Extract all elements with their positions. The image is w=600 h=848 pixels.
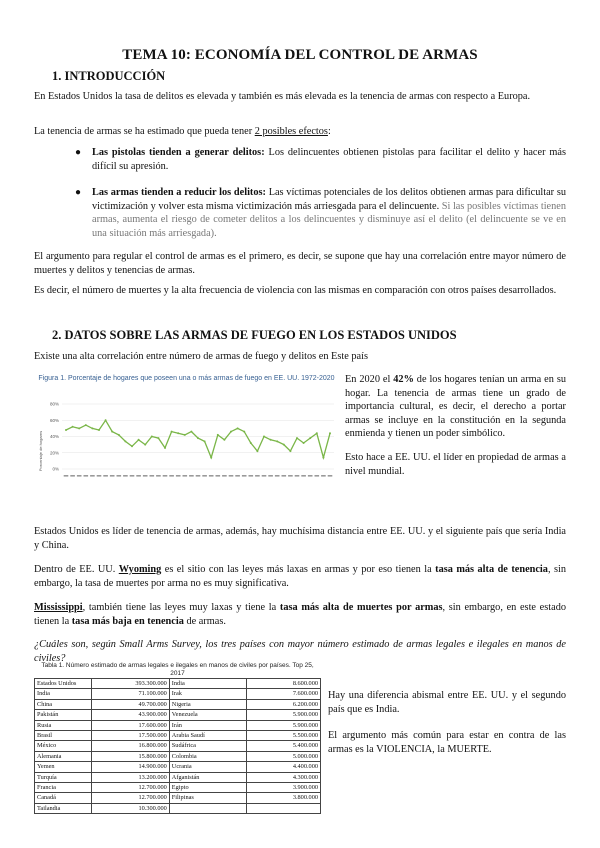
data-point <box>250 442 252 444</box>
data-point <box>309 437 311 439</box>
count-cell: 4.300.000 <box>246 772 320 782</box>
y-tick-label: 80% <box>49 401 59 407</box>
bullet-1-bold: Las pistolas tienden a generar delitos: <box>92 147 265 158</box>
data-point <box>151 436 153 438</box>
data-point <box>157 437 159 439</box>
table-row <box>35 689 321 699</box>
bullet-item-2 <box>75 186 567 240</box>
table-row <box>35 710 321 720</box>
side-paragraph-4: El argumento más común para estar en contra de las armas es la VIOLENCIA, la MUERTE. <box>328 730 566 755</box>
count-cell <box>246 803 320 813</box>
p6-bold: tasa más alta de tenencia <box>435 564 548 575</box>
x-tick-mark <box>282 475 287 477</box>
count-cell: 5.400.000 <box>246 741 320 751</box>
line-chart <box>34 396 339 491</box>
x-tick-mark <box>235 475 240 477</box>
x-tick-mark <box>295 475 300 477</box>
p7-mid2: , sin embargo, en este estado tienen la <box>34 602 566 627</box>
x-tick-mark <box>249 475 254 477</box>
bullet-2-gray: Si las posibles víctimas tienen armas, aumenta el riesgo de cometer delitos a los delincuentes y disminuye así el delito (el delincuente se ve en una situación más arriesgada). <box>92 200 566 239</box>
count-cell: 8.600.000 <box>246 679 320 689</box>
p7-mississippi: Mississippi <box>34 602 83 613</box>
data-point <box>177 432 179 434</box>
section-2-intro: Existe una alta correlación entre número de armas de fuego y delitos en Este país <box>34 351 368 362</box>
p7-bold-2: tasa más baja en tenencia <box>71 615 184 627</box>
country-cell: Rusia <box>35 720 92 730</box>
country-cell: Egipto <box>169 783 246 793</box>
country-cell: Brasil <box>35 731 92 741</box>
side-paragraph-3: Hay una diferencia abismal entre EE. UU. y el segundo país que es India. <box>328 690 566 715</box>
table-row <box>35 772 321 782</box>
table-caption: Tabla 1. Número estimado de armas legales e ilegales en manos de civiles por países. Top 25, 2017 <box>41 662 314 677</box>
intro-paragraph-3: El argumento para regular el control de armas es el primero, es decir, se supone que hay una correlación entre mayor número de muertes y delitos y tenencias de armas. <box>34 251 566 276</box>
data-point <box>118 434 120 436</box>
count-cell: 12.700.000 <box>92 783 170 793</box>
country-cell: Turquía <box>35 772 92 782</box>
intro-paragraph-4: Es decir, el número de muertes y la alta frecuencia de violencia con las mismas en comparación con otros países desarrollados. <box>34 285 557 296</box>
country-cell: Ucrania <box>169 762 246 772</box>
x-tick-mark <box>216 475 221 477</box>
count-cell: 12.700.000 <box>92 793 170 803</box>
x-tick-mark <box>222 475 227 477</box>
data-point <box>184 434 186 436</box>
document-title: TEMA 10: ECONOMÍA DEL CONTROL DE ARMAS <box>122 47 478 63</box>
country-cell: India <box>169 679 246 689</box>
data-point <box>230 431 232 433</box>
count-cell: 16.800.000 <box>92 741 170 751</box>
section-2-paragraph-6 <box>34 563 566 590</box>
country-cell: Afganistán <box>169 772 246 782</box>
data-point <box>98 429 100 431</box>
data-point <box>138 439 140 441</box>
country-cell: Arabia Saudí <box>169 731 246 741</box>
data-point <box>72 426 74 428</box>
table-row <box>35 751 321 761</box>
country-cell: Alemania <box>35 751 92 761</box>
side-1-pre: En 2020 el <box>345 374 394 385</box>
p2-tail: : <box>327 126 331 137</box>
data-point <box>217 434 219 436</box>
p7-post: de armas. <box>183 615 226 627</box>
bullet-2-text: Las víctimas potenciales de los delitos obtienen armas para dificultar su victimización y volver esta misma victimización más arriesgada para el delincuente <box>92 187 567 212</box>
data-point <box>124 440 126 442</box>
data-point <box>91 427 93 429</box>
data-point <box>144 444 146 446</box>
data-point <box>243 431 245 433</box>
country-cell: Tailandia <box>35 803 92 813</box>
count-cell: 4.400.000 <box>246 762 320 772</box>
bullet-2-bold: Las armas tienden a reducir los delitos: <box>92 187 266 198</box>
table-row <box>35 793 321 803</box>
bullet-dot-icon: ● <box>75 187 82 198</box>
y-tick-label: 0% <box>52 466 59 472</box>
x-tick-mark <box>321 475 326 477</box>
data-point <box>263 436 265 438</box>
x-tick-mark <box>123 475 128 477</box>
y-tick-label: 20% <box>49 450 59 456</box>
p6-mid: es el sitio con las leyes más laxas en armas y por eso tienen la <box>161 564 436 575</box>
data-point <box>131 445 133 447</box>
count-cell: 393.300.000 <box>92 679 170 689</box>
gun-ownership-figure <box>34 374 339 491</box>
data-point <box>276 440 278 442</box>
y-tick-label: 40% <box>49 434 59 439</box>
data-point <box>329 432 331 434</box>
bullet-2-dot: . <box>436 200 442 212</box>
x-tick-mark <box>255 475 260 477</box>
x-tick-mark <box>64 475 69 477</box>
country-cell: Irak <box>169 689 246 699</box>
count-cell: 43.900.000 <box>92 710 170 720</box>
country-cell: Colombia <box>169 751 246 761</box>
x-tick-mark <box>169 475 174 477</box>
x-tick-mark <box>328 475 333 477</box>
x-tick-mark <box>176 475 181 477</box>
count-cell: 6.200.000 <box>246 699 320 709</box>
data-point <box>204 440 206 442</box>
countries-table <box>34 678 321 814</box>
x-tick-mark <box>150 475 155 477</box>
count-cell: 10.300.000 <box>92 803 170 813</box>
count-cell: 15.800.000 <box>92 751 170 761</box>
count-cell: 17.500.000 <box>92 731 170 741</box>
x-tick-mark <box>229 475 234 477</box>
country-cell: Estados Unidos <box>35 679 92 689</box>
country-cell: Nigeria <box>169 699 246 709</box>
section-2-paragraph-7 <box>34 601 566 628</box>
data-point <box>171 431 173 433</box>
x-tick-mark <box>189 475 194 477</box>
y-tick-label: 60% <box>49 417 59 423</box>
count-cell: 71.100.000 <box>92 689 170 699</box>
data-point <box>270 439 272 441</box>
x-tick-mark <box>156 475 161 477</box>
count-cell: 49.700.000 <box>92 699 170 709</box>
x-tick-mark <box>110 475 115 477</box>
figure-title: Figura 1. Porcentaje de hogares que poseen una o más armas de fuego en EE. UU. 1972-2020 <box>38 375 335 382</box>
data-point <box>164 447 166 449</box>
section-1-heading: 1. INTRODUCCIÓN <box>52 69 166 83</box>
x-tick-mark <box>202 475 207 477</box>
side-1-post: de los hogares tenían un arma en su hogar. La tenencia de armas tiene un grado de importancia cultural, es decir, el derecho a portar armas se incluye en la constitución en la segunda enmienda y tienen un poder simbólico. <box>345 374 566 440</box>
country-cell: India <box>35 689 92 699</box>
p6-pre: Dentro de EE. UU. <box>34 564 119 575</box>
count-cell: 5.000.000 <box>246 751 320 761</box>
count-cell: 5.500.000 <box>246 731 320 741</box>
p2-text: La tenencia de armas se ha estimado que pueda tener <box>34 126 255 137</box>
bullet-dot-icon: ● <box>75 147 82 158</box>
count-cell: 5.900.000 <box>246 710 320 720</box>
data-point <box>223 439 225 441</box>
data-point <box>322 457 324 459</box>
side-1-bold: 42% <box>393 374 414 385</box>
x-tick-mark <box>103 475 108 477</box>
p2-underlined: 2 posibles efectos <box>254 126 328 137</box>
x-tick-mark <box>84 475 89 477</box>
count-cell: 7.600.000 <box>246 689 320 699</box>
data-point <box>190 431 192 433</box>
data-point <box>237 427 239 429</box>
country-cell: China <box>35 699 92 709</box>
country-cell: Filipinas <box>169 793 246 803</box>
x-tick-mark <box>136 475 141 477</box>
question-paragraph: ¿Cuáles son, según Small Arms Survey, los tres países con mayor número estimado de armas legales e ilegales en manos de civiles? <box>34 639 566 664</box>
data-point <box>197 437 199 439</box>
y-axis-label: Porcentaje de hogares <box>38 430 43 472</box>
side-paragraph-1 <box>345 373 566 441</box>
bullet-item-1 <box>75 146 566 173</box>
x-tick-mark <box>262 475 267 477</box>
country-cell: Irán <box>169 720 246 730</box>
x-tick-mark <box>117 475 122 477</box>
data-point <box>296 437 298 439</box>
country-cell: Venezuela <box>169 710 246 720</box>
x-tick-mark <box>268 475 273 477</box>
data-point <box>256 450 258 452</box>
x-tick-mark <box>242 475 247 477</box>
data-point <box>78 427 80 429</box>
intro-paragraph-1: En Estados Unidos la tasa de delitos es elevada y también es más elevada es la tenencia de armas con respecto a Europa. <box>34 91 531 102</box>
x-tick-mark <box>209 475 214 477</box>
data-point <box>85 424 87 426</box>
p6-wyoming: Wyoming <box>118 564 162 575</box>
section-2-heading: 2. DATOS SOBRE LAS ARMAS DE FUEGO EN LOS ESTADOS UNIDOS <box>52 328 457 342</box>
count-cell: 3.900.000 <box>246 783 320 793</box>
x-tick-mark <box>308 475 313 477</box>
weapons-table <box>34 662 321 814</box>
x-tick-mark <box>288 475 293 477</box>
x-tick-mark <box>163 475 168 477</box>
x-tick-mark <box>301 475 306 477</box>
x-tick-mark <box>130 475 135 477</box>
intro-paragraph-2 <box>34 125 566 139</box>
x-tick-mark <box>183 475 188 477</box>
count-cell: 5.900.000 <box>246 720 320 730</box>
data-point <box>210 457 212 459</box>
data-point <box>283 444 285 446</box>
data-point <box>289 450 291 452</box>
country-cell: Canadá <box>35 793 92 803</box>
country-cell: Francia <box>35 783 92 793</box>
table-row <box>35 731 321 741</box>
data-point <box>111 431 113 433</box>
x-tick-mark <box>70 475 75 477</box>
side-paragraph-2: Esto hace a EE. UU. el líder en propiedad de armas a nivel mundial. <box>345 452 566 477</box>
country-cell: Pakistán <box>35 710 92 720</box>
data-point <box>303 442 305 444</box>
p7-bold: tasa más alta de muertes por armas <box>279 602 443 613</box>
data-point <box>316 432 318 434</box>
x-tick-mark <box>275 475 280 477</box>
table-row <box>35 699 321 709</box>
table-row <box>35 783 321 793</box>
count-cell: 3.800.000 <box>246 793 320 803</box>
table-row <box>35 762 321 772</box>
country-cell: Yemen <box>35 762 92 772</box>
x-tick-mark <box>315 475 320 477</box>
country-cell: México <box>35 741 92 751</box>
count-cell: 14.900.000 <box>92 762 170 772</box>
count-cell: 17.600.000 <box>92 720 170 730</box>
bullet-1-text: Los delincuentes obtienen pistolas para facilitar el delito y hacer más difícil su apresión. <box>92 147 566 172</box>
x-tick-mark <box>77 475 82 477</box>
section-2-paragraph-5: Estados Unidos es líder de tenencia de armas, además, hay muchísima distancia entre EE. UU. y el siguiente país que sería India y China. <box>34 526 566 551</box>
country-cell: Sudáfrica <box>169 741 246 751</box>
p6-post: , sin embargo, la tasa de muertes por arma no es muy significativa. <box>34 564 567 589</box>
x-tick-mark <box>143 475 148 477</box>
x-tick-mark <box>90 475 95 477</box>
x-tick-mark <box>196 475 201 477</box>
x-tick-mark <box>97 475 102 477</box>
count-cell: 13.200.000 <box>92 772 170 782</box>
table-row <box>35 803 321 813</box>
table-row <box>35 741 321 751</box>
data-point <box>105 419 107 421</box>
table-row <box>35 679 321 689</box>
data-point <box>65 429 67 431</box>
country-cell <box>169 803 246 813</box>
p7-mid: , también tiene las leyes muy laxas y tiene la <box>82 602 280 613</box>
table-row <box>35 720 321 730</box>
